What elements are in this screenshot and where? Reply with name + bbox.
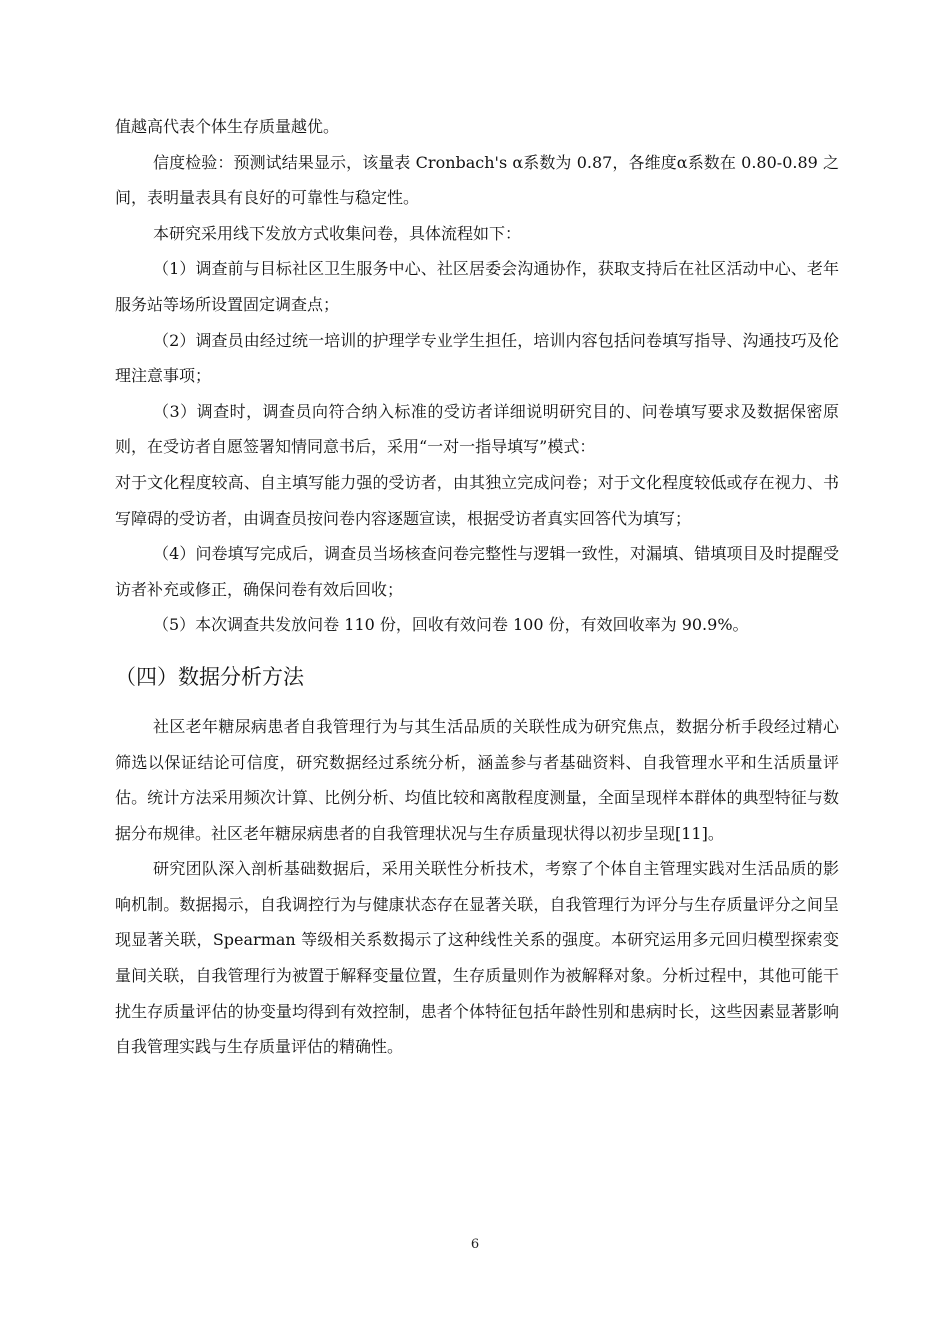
paragraph-reliability-test: 信度检验：预测试结果显示，该量表 Cronbach's α系数为 0.87，各维度α系数在 0.80-0.89 之间，表明量表具有良好的可靠性与稳定性。 — [115, 152, 839, 208]
paragraph-collection-intro: 本研究采用线下发放方式收集问卷，具体流程如下： — [153, 223, 522, 243]
list-item-step-2: （2）调查员由经过统一培训的护理学专业学生担任，培训内容包括问卷填写指导、沟通技巧及伦理注意事项； — [115, 330, 839, 386]
list-item-step-3-continued: 对于文化程度较高、自主填写能力强的受访者，由其独立完成问卷；对于文化程度较低或存在视力、书写障碍的受访者，由调查员按问卷内容逐题宣读，根据受访者真实回答代为填写； — [115, 472, 839, 528]
section-heading: （四）数据分析方法 — [115, 664, 304, 689]
list-item-step-1: （1）调查前与目标社区卫生服务中心、社区居委会沟通协作，获取支持后在社区活动中心、老年服务站等场所设置固定调查点； — [115, 259, 839, 314]
list-item-step-4: （4）问卷填写完成后，调查员当场核查问卷完整性与逻辑一致性，对漏填、错填项目及时提醒受访者补充或修正，确保问卷有效后回收； — [115, 544, 839, 599]
page-number: 6 — [470, 1237, 480, 1252]
paragraph-correlation-analysis: 研究团队深入剖析基础数据后，采用关联性分析技术，考察了个体自主管理实践对生活品质的影响机制。数据揭示，自我调控行为与健康状态存在显著关联，自我管理行为评分与生存质量评分之间呈现显著关联，Spearman 等级相关系数揭示了这种线性关系的强度。本研究运用多元回归模型探索变量间关联，自我管理行为被置于解释变量位置，生存质量则作为被解释对象。分析过程中，其他可能干扰生存质量评估的协变量均得到有效控制，患者个体特征包括年龄性别和患病时长，这些因素显著影响自我管理实践与生存质量评估的精确性。 — [115, 859, 839, 1057]
paragraph-analysis-methods: 社区老年糖尿病患者自我管理行为与其生活品质的关联性成为研究焦点，数据分析手段经过精心筛选以保证结论可信度，研究数据经过系统分析，涵盖参与者基础资料、自我管理水平和生活质量评估。统计方法采用频次计算、比例分析、均值比较和离散程度测量，全面呈现样本群体的典型特征与数据分布规律。社区老年糖尿病患者的自我管理状况与生存质量现状得以初步呈现[11]。 — [115, 716, 839, 843]
paragraph-continuation: 值越高代表个体生存质量越优。 — [115, 117, 340, 136]
list-item-step-3: （3）调查时，调查员向符合纳入标准的受访者详细说明研究目的、问卷填写要求及数据保密原则，在受访者自愿签署知情同意书后，采用“一对一指导填写”模式： — [115, 401, 839, 457]
list-item-step-5: （5）本次调查共发放问卷 110 份，回收有效问卷 100 份，有效回收率为 90.9%。 — [153, 615, 749, 635]
page-content — [115, 109, 839, 1065]
